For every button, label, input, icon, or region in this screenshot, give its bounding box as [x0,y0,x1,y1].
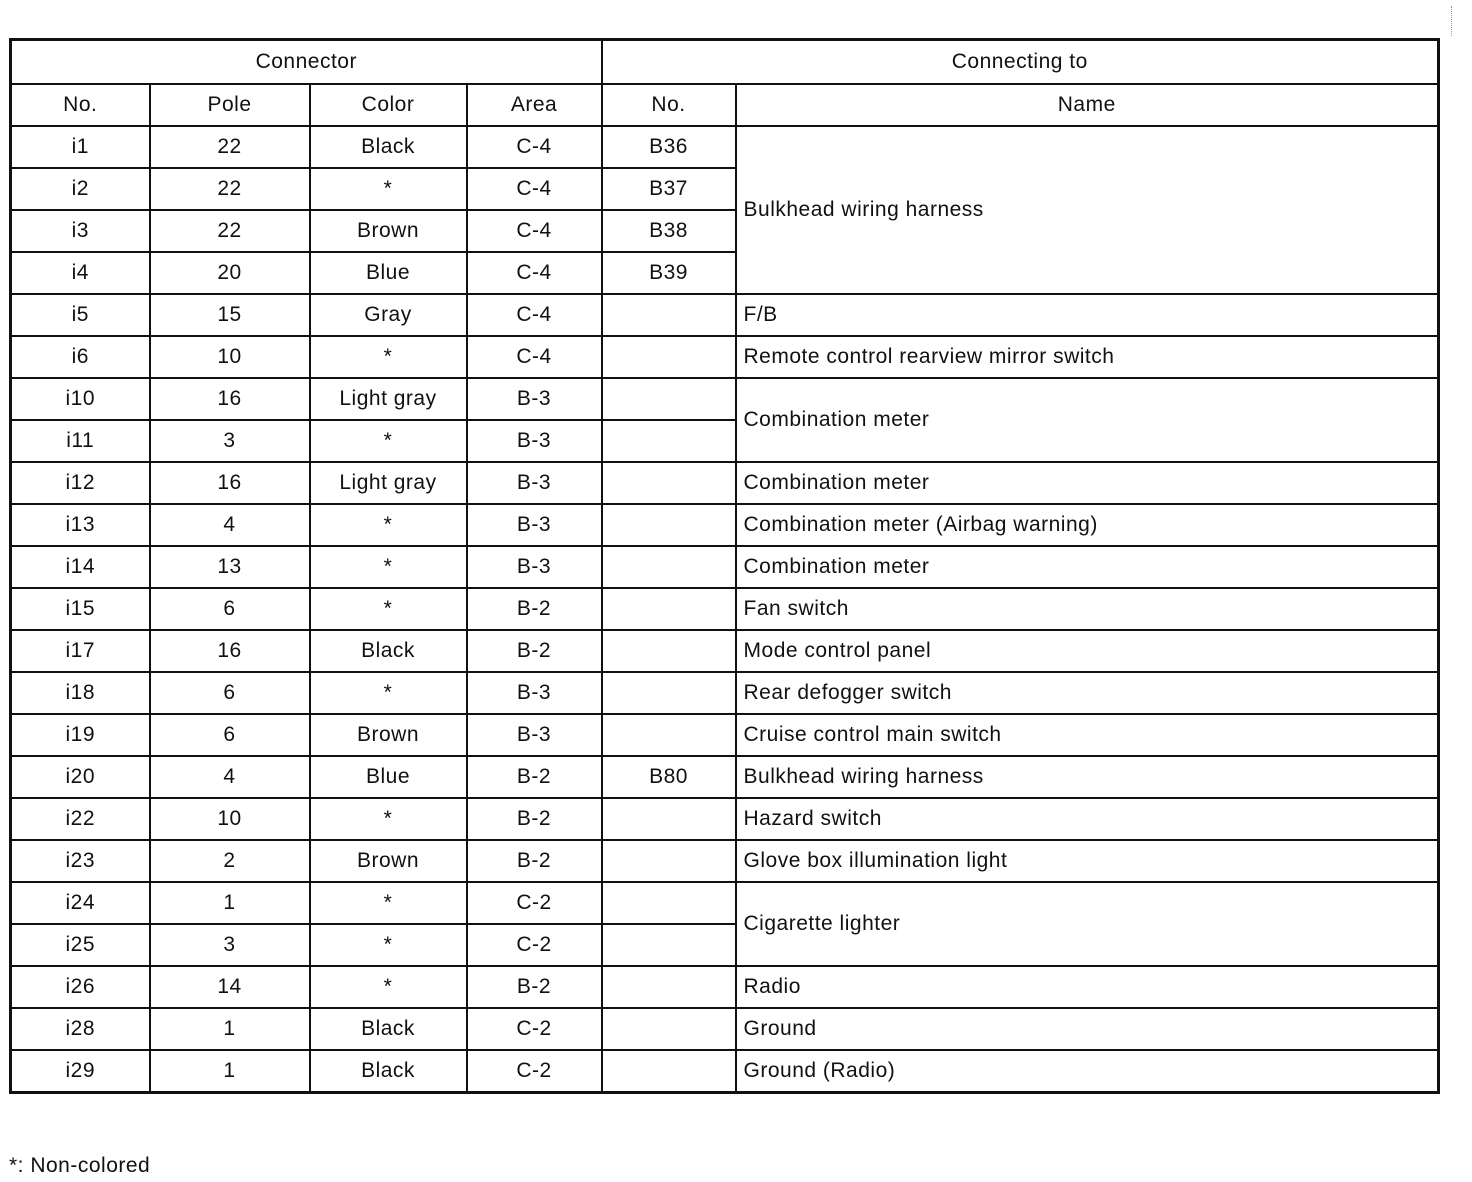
cell-pole: 6 [150,714,310,756]
cell-name: Combination meter [736,546,1439,588]
cell-color: * [310,924,467,966]
cell-no: i23 [11,840,150,882]
group-header-connecting-to: Connecting to [602,40,1439,85]
cell-color: * [310,168,467,210]
table-row [11,126,1439,168]
group-header-connector: Connector [11,40,602,85]
cell-pole: 4 [150,504,310,546]
cell-conn-no [602,672,736,714]
cell-conn-no [602,294,736,336]
cell-pole: 6 [150,588,310,630]
cell-no: i13 [11,504,150,546]
cell-name: Bulkhead wiring harness [736,756,1439,798]
cell-area: B-3 [467,546,602,588]
cell-color: * [310,798,467,840]
cell-conn-no: B38 [602,210,736,252]
cell-conn-no: B80 [602,756,736,798]
cell-pole: 13 [150,546,310,588]
cell-pole: 4 [150,756,310,798]
cell-name: Combination meter (Airbag warning) [736,504,1439,546]
table-row [11,294,1439,336]
cell-no: i28 [11,1008,150,1050]
cell-area: C-2 [467,924,602,966]
column-header-color: Color [310,84,467,126]
cell-conn-no [602,336,736,378]
cell-conn-no [602,504,736,546]
edge-mark [1451,6,1455,36]
cell-no: i4 [11,252,150,294]
cell-color: Light gray [310,462,467,504]
column-header-no: No. [11,84,150,126]
cell-area: B-2 [467,966,602,1008]
cell-conn-no: B37 [602,168,736,210]
cell-color: * [310,336,467,378]
cell-name: F/B [736,294,1439,336]
cell-conn-no [602,378,736,420]
cell-no: i18 [11,672,150,714]
cell-color: * [310,546,467,588]
cell-no: i26 [11,966,150,1008]
table-row [11,756,1439,798]
cell-conn-no [602,882,736,924]
cell-pole: 22 [150,210,310,252]
cell-area: B-3 [467,714,602,756]
cell-pole: 16 [150,630,310,672]
cell-color: * [310,504,467,546]
cell-conn-no [602,462,736,504]
cell-name: Combination meter [736,378,1439,462]
cell-pole: 16 [150,462,310,504]
cell-no: i1 [11,126,150,168]
cell-color: Gray [310,294,467,336]
table-row [11,588,1439,630]
cell-pole: 3 [150,420,310,462]
cell-name: Fan switch [736,588,1439,630]
cell-area: B-2 [467,588,602,630]
cell-name: Cigarette lighter [736,882,1439,966]
cell-conn-no [602,1008,736,1050]
cell-conn-no: B39 [602,252,736,294]
table-row [11,966,1439,1008]
cell-no: i29 [11,1050,150,1093]
table-row [11,840,1439,882]
cell-pole: 16 [150,378,310,420]
cell-area: C-4 [467,294,602,336]
table-row [11,462,1439,504]
cell-pole: 1 [150,1050,310,1093]
cell-conn-no [602,924,736,966]
cell-color: Black [310,1008,467,1050]
cell-area: C-2 [467,1008,602,1050]
cell-color: Brown [310,714,467,756]
connector-table [9,38,1440,1094]
cell-pole: 10 [150,798,310,840]
cell-pole: 14 [150,966,310,1008]
cell-pole: 1 [150,882,310,924]
cell-area: B-2 [467,798,602,840]
cell-conn-no [602,840,736,882]
cell-conn-no [602,420,736,462]
cell-area: B-3 [467,420,602,462]
table-row [11,378,1439,420]
cell-area: B-3 [467,504,602,546]
cell-color: Black [310,1050,467,1093]
cell-pole: 15 [150,294,310,336]
cell-no: i17 [11,630,150,672]
cell-color: Light gray [310,378,467,420]
table-row [11,714,1439,756]
cell-color: * [310,672,467,714]
cell-conn-no [602,630,736,672]
cell-area: C-4 [467,168,602,210]
cell-no: i19 [11,714,150,756]
cell-color: * [310,420,467,462]
cell-pole: 3 [150,924,310,966]
cell-area: B-2 [467,630,602,672]
cell-area: C-4 [467,252,602,294]
cell-no: i6 [11,336,150,378]
table-row [11,1008,1439,1050]
cell-area: C-4 [467,210,602,252]
cell-color: Black [310,126,467,168]
cell-name: Bulkhead wiring harness [736,126,1439,294]
table-row [11,630,1439,672]
cell-conn-no [602,966,736,1008]
cell-area: B-2 [467,840,602,882]
cell-pole: 22 [150,168,310,210]
cell-area: C-4 [467,126,602,168]
column-header-name: Name [736,84,1439,126]
cell-area: B-3 [467,462,602,504]
cell-no: i25 [11,924,150,966]
cell-conn-no [602,1050,736,1093]
table-row [11,1050,1439,1093]
cell-name: Remote control rearview mirror switch [736,336,1439,378]
cell-no: i2 [11,168,150,210]
cell-no: i15 [11,588,150,630]
table-row [11,798,1439,840]
cell-color: Brown [310,210,467,252]
cell-conn-no: B36 [602,126,736,168]
cell-conn-no [602,546,736,588]
cell-name: Glove box illumination light [736,840,1439,882]
cell-name: Ground (Radio) [736,1050,1439,1093]
table-body [11,126,1439,1093]
cell-pole: 2 [150,840,310,882]
cell-no: i24 [11,882,150,924]
group-header-row [11,40,1439,85]
cell-no: i10 [11,378,150,420]
cell-pole: 22 [150,126,310,168]
cell-pole: 10 [150,336,310,378]
cell-conn-no [602,588,736,630]
cell-no: i5 [11,294,150,336]
cell-color: Black [310,630,467,672]
cell-name: Rear defogger switch [736,672,1439,714]
cell-conn-no [602,798,736,840]
table-row [11,504,1439,546]
cell-no: i22 [11,798,150,840]
table-row [11,336,1439,378]
cell-no: i11 [11,420,150,462]
cell-area: C-2 [467,882,602,924]
cell-color: Blue [310,252,467,294]
cell-color: * [310,966,467,1008]
column-header-conn-no: No. [602,84,736,126]
cell-area: B-3 [467,672,602,714]
cell-no: i20 [11,756,150,798]
cell-color: Blue [310,756,467,798]
cell-area: C-4 [467,336,602,378]
cell-no: i12 [11,462,150,504]
cell-area: C-2 [467,1050,602,1093]
cell-area: B-2 [467,756,602,798]
cell-name: Cruise control main switch [736,714,1439,756]
cell-area: B-3 [467,378,602,420]
cell-name: Hazard switch [736,798,1439,840]
cell-conn-no [602,714,736,756]
table-row [11,882,1439,924]
table-row [11,546,1439,588]
cell-pole: 6 [150,672,310,714]
cell-pole: 20 [150,252,310,294]
cell-no: i14 [11,546,150,588]
column-header-pole: Pole [150,84,310,126]
cell-name: Radio [736,966,1439,1008]
cell-color: * [310,588,467,630]
footnote: *: Non-colored [9,1154,151,1177]
cell-pole: 1 [150,1008,310,1050]
table-row [11,672,1439,714]
cell-name: Mode control panel [736,630,1439,672]
cell-name: Combination meter [736,462,1439,504]
column-header-area: Area [467,84,602,126]
cell-color: Brown [310,840,467,882]
cell-no: i3 [11,210,150,252]
column-header-row [11,84,1439,126]
cell-name: Ground [736,1008,1439,1050]
cell-color: * [310,882,467,924]
